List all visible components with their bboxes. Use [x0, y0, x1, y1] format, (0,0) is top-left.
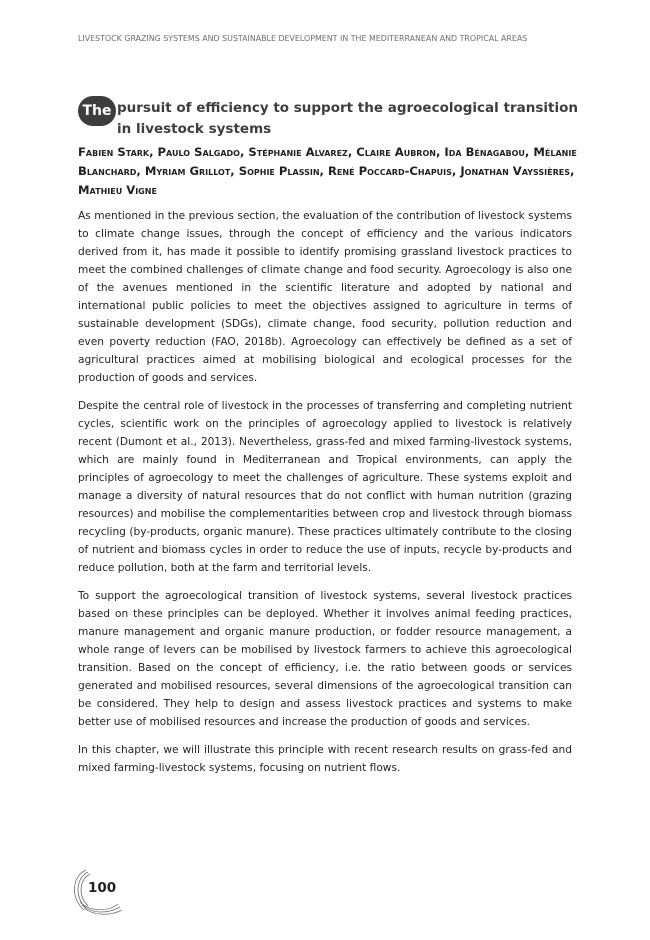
page-footer [66, 866, 126, 916]
paragraph: In this chapter, we will illustrate this principle with recent research results on grass-fed and mixed farming-livestock systems, focusing on nutrient flows. [78, 744, 572, 774]
chapter-title: pursuit of efficiency to support the agroecological transition in livestock systems [117, 100, 578, 137]
paragraph: To support the agroecological transition of livestock systems, several livestock practices based on these principles can be deployed. Whether it involves animal feeding practices, manure management and organic manure production, or fodder resource management, a whole range of levers can be mobilised by livestock farmers to achieve this agroecological transition. Based on the concept of efficiency, i.e. the ratio between goods or services generated and mobilised resources, several dimensions of the agroecological transition can be considered. They help to design and assess livestock practices and systems to make better use of mobilised resources and increase the production of goods and services. [78, 590, 572, 728]
running-header: LIVESTOCK GRAZING SYSTEMS AND SUSTAINABLE DEVELOPMENT IN THE MEDITERRANEAN AND TROPICAL AREAS [78, 34, 528, 43]
body-text [78, 207, 572, 787]
chapter-title-block [78, 96, 578, 140]
paragraph: Despite the central role of livestock in the processes of transferring and completing nutrient cycles, scientific work on the principles of agroecology applied to livestock is relatively recent (Dumont et al., 2013). Nevertheless, grass-fed and mixed farming-livestock systems, which are mainly found in Mediterranean and Tropical environments, can apply the principles of agroecology to meet the challenges of agriculture. These systems exploit and manage a diversity of natural resources that do not conflict with human nutrition (grazing resources) and mobilise the complementarities between crop and livestock through biomass recycling (by-products, organic manure). These practices ultimately contribute to the closing of nutrient and biomass cycles in order to reduce the use of inputs, recycle by-products and reduce pollution, both at the farm and territorial levels. [78, 400, 572, 574]
page-number: 100 [88, 880, 117, 896]
paragraph: As mentioned in the previous section, the evaluation of the contribution of livestock systems to climate change issues, through the concept of efficiency and the various indicators derived from it, has made it possible to identify promising grassland livestock practices to meet the combined challenges of climate change and food security. Agroecology is also one of the avenues mentioned in the scientific literature and adopted by national and international public policies to meet the objectives assigned to agriculture in terms of sustainable development (SDGs), climate change, food security, pollution reduction and even poverty reduction (FAO, 2018b). Agroecology can effectively be defined as a set of agricultural practices aimed at mobilising biological and ecological processes for the production of goods and services. [78, 210, 572, 384]
title-badge: The [78, 96, 116, 126]
chapter-authors: Fabien Stark, Paulo Salgado, Stéphanie Alvarez, Claire Aubron, Ida Bénagabou, Mélanie Blanchard, Myriam Grillot, Sophie Plassin, René Poccard-Chapuis, Jonathan Vayssières, Mathieu Vigne [78, 145, 577, 197]
